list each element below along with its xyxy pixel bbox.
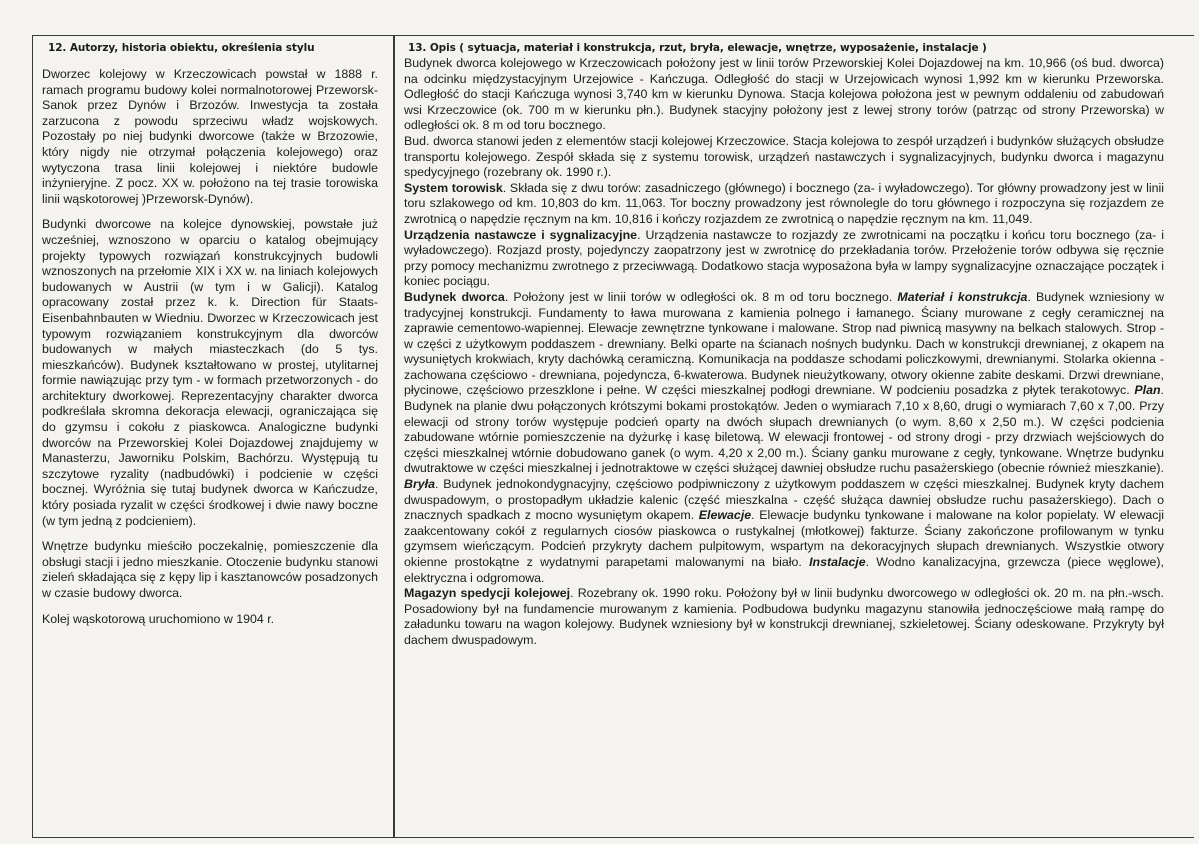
signals-lead: Urządzenia nastawcze i sygnalizacyjne	[404, 227, 638, 242]
installations-subhead: Instalacje	[809, 555, 866, 569]
building-text-c: . Budynek na planie dwu połączonych krótszymi bokami prostokątów. Jeden o wymiarach 7,10 x 8,60, drugi o wymiarach 7,60 x 7,00. Przy elewacji od strony torów występuje podcień oparty na dwóch słupach drewnianych (o wym. 8,60 x 2,50 m.). W części podcienia zabudowane wtórnie pomieszczenie na dyżurkę i kasę biletową. W elewacji frontowej - od strony drogi - przy drzwiach wejściowych do części mieszkalnej wtórnie dobudowano ganek (o wym. 4,20 x 2,00 m.). Ściany ganku murowane z cegły, tynkowane. Wnętrze budynku dwutraktowe w części mieszkalnej i jednotraktowe w części służącej dawniej obsłudze ruchu pasażerskiego (obecnie również mieszkanie).	[404, 383, 1164, 476]
plan-subhead: Plan	[1134, 383, 1161, 398]
section-12-paragraph-3: Wnętrze budynku mieściło poczekalnię, pomieszczenie dla obsługi stacji i jedno mieszkanie. Otoczenie budynku stanowi zieleń składająca się z kępy lip i kasztanowców posadzonych w czasie budowy dworca.	[42, 539, 378, 600]
section-13-warehouse-paragraph	[404, 586, 1164, 648]
section-12-heading: 12. Autorzy, historia obiektu, określenia stylu	[48, 42, 315, 54]
warehouse-lead: Magazyn spedycji kolejowej	[404, 586, 571, 601]
building-text-f: . Wodno kanalizacyjna, grzewcza (piece węglowe), elektryczna i odgromowa.	[404, 555, 1164, 585]
section-12-paragraph-1: Dworzec kolejowy w Krzeczowicach powstał w 1888 r. ramach programu budowy kolei normalnotorowej Przeworsk-Sanok przez Dynów i Brzozów. Inwestycja ta została zarzucona z powodu sprzeciwu władz wojskowych. Pozostały po niej budynki dworcowe (także w Brzozowie, który nigdy nie otrzymał połączenia kolejowego) oraz wytyczona trasa linii kolejowej i niektóre budowle inżynieryjne. Z pocz. XX w. położono na tej trasie torowiska linii wąskotorowej )Przeworsk-Dynów).	[42, 67, 378, 206]
building-text-e: . Elewacje budynku tynkowane i malowane na kolor popielaty. W elewacji zaakcentowany cokół z regularnych ciosów piaskowca o rustykalnej (młotkowej) fakturze. Ściany zakończone profilowanym w tynku gzymsem wieńczącym. Podcień przykryty dachem pulpitowym, wspartym na dekoracyjnych słupach drewnianych. Wszystkie otwory okienne prostokątne z wydatnymi parapetami malowanymi na biało.	[404, 508, 1164, 569]
section-12-paragraph-4: Kolej wąskotorową uruchomiono w 1904 r.	[42, 611, 275, 626]
warehouse-text: . Rozebrany ok. 1990 roku. Położony był w linii budynku dworcowego w odległości ok. 20 m. na płn.-wsch. Posadowiony był na fundamencie murowanym z kamienia. Podbudowa budynku magazynu stanowiła jednoczęściowe małą rampę do załadunku towaru na wagon kolejowy. Budynek wzniesiony był w konstrukcji drewnianej, szkieletowej. Ściany odeskowane. Przykryty był dachem dwuspadowym.	[404, 586, 1164, 647]
section-13-location-paragraph: Budynek dworca kolejowego w Krzeczowicach położony jest w linii torów Przeworskiej Kolei Dojazdowej na km. 10,966 (oś bud. dworca) na odcinku międzystacyjnym Urzejowice - Kańczuga. Odległość do stacji w Urzejowicach wynosi 1,992 km w kierunku Przeworska. Odległość do stacji Kańczuga wynosi 3,740 km w kierunku Dynowa. Stacja kolejowa położona jest w pewnym oddaleniu od zabudowań wsi Krzeczowice (ok. 700 m w kierunku płn.). Budynek stacyjny położony jest z lewej strony torów (patrząc od strony Przeworska) w odległości ok. 8 m od toru bocznego.	[404, 56, 1164, 133]
signals-text: . Urządzenia nastawcze to rozjazdy ze zwrotnicami na początku i końcu toru bocznego (za- i wyładowczego). Rozjazd prosty, pojedynczy zaopatrzony jest w zwrotnicę do przekładania torów. Przełożenie torów odbywa się ręcznie przy pomocy mechanizmu zwrotnego z przeciwwagą. Dodatkowo stacja wyposażona była w lampy sygnalizacyjne oznaczające początek i koniec pociągu.	[404, 227, 1164, 289]
building-text-a: . Położony jest w linii torów w odległości ok. 8 m od toru bocznego.	[504, 289, 898, 304]
building-text-d: . Budynek jednokondygnacyjny, częściowo podpiwniczony z użytkowym poddaszem w części mieszkalnej. Budynek kryty dachem dwuspadowym, o prostopadłym układzie kalenic (część mieszkalna - część służąca dawniej obsłudze ruchu pasażerskiego). Dach o znacznych spadkach z mocno wysuniętym okapem.	[404, 477, 1164, 523]
massing-subhead: Bryła	[404, 477, 435, 492]
section-13-building-paragraph	[404, 290, 1164, 586]
material-subhead: Materiał i konstrukcja	[897, 289, 1028, 304]
section-13-signals-paragraph	[404, 228, 1164, 290]
section-13-station-paragraph: Bud. dworca stanowi jeden z elementów stacji kolejowej Krzeczowice. Stacja kolejowa to zespół urządzeń i budynków służących obsłudze transportu kolejowego. Zespół składa się z systemu torowisk, urządzeń nastawczych i sygnalizacyjnych, budynku dworca i magazynu spedycyjnego (rozebrany ok. 1990 r.).	[404, 133, 1164, 180]
section-13-column	[404, 42, 1164, 649]
elevations-subhead: Elewacje	[698, 508, 752, 523]
column-divider	[393, 35, 395, 838]
section-12-paragraph-2: Budynki dworcowe na kolejce dynowskiej, powstałe już wcześniej, wznoszono w oparciu o katalog obejmujący projekty typowych rozwiązań konstrukcyjnych budowli wznoszonych na przełomie XIX i XX w. na liniach kolejowych budowanych w Austrii (w tym i w Galicji). Katalog opracowany został przez k. k. Direction für Staats-Eisenbahnbauten w Wiedniu. Dworzec w Krzeczowicach jest typowym rozwiązaniem konstrukcyjnym dla dworców budowanych w małych miasteczkach (do 5 tys. mieszkańców). Budynek kształtowano w prostej, utylitarnej formie nawiązując przy tym - w formach przetworzonych - do architektury dworkowej. Reprezentacyjny charakter dworca podkreślała skromna dekoracja elewacji, ograniczająca się do gzymsu i cokołu z piaskowca. Analogiczne budynki dworców na Przeworskiej Kolei Dojazdowej znajdujemy w Manasterzu, Jaworniku Polskim, Bachórzu. Występują tu szczytowe ryzality (nadbudówki) i podcienie w części bocznej. Wyróżnia się tutaj budynek dworca w Kańczudze, który posiada ryzalit w części środkowej i dwie nawy boczne (w tym jedną z podcieniem).	[42, 217, 378, 528]
section-13-tracks-paragraph	[404, 181, 1164, 228]
building-lead: Budynek dworca	[404, 289, 505, 304]
building-text-b: . Budynek wzniesiony w tradycyjnej konstrukcji. Fundamenty to ława murowana z kamienia polnego i łamanego. Ściany murowane z cegły ceramicznej na zaprawie cementowo-wapiennej. Elewacje zewnętrzne tynkowane i malowane. Strop nad piwnicą masywny na belkach stalowych. Strop - w części z użytkowym poddaszem - drewniany. Belki oparte na ścianach nośnych budynku. Dach w konstrukcji drewnianej, z okapem na wysuniętych krokwiach, kryty dachówką ceramiczną. Komunikacja na poddasze schodami policzkowymi, drewnianymi. Stolarka okienna - zachowana częściowo - drewniana, pojedyncza, 6-kwaterowa. Budynek nieużytkowany, otwory okienne zabite deskami. Drzwi drewniane, płycinowe, częściowo przeszklone i pełne. W części mieszkalnej podłogi drewniane. W podcieniu posadzka z płytek terakotowyc.	[404, 289, 1164, 398]
section-12-column	[42, 42, 378, 637]
tracks-text: . Składa się z dwu torów: zasadniczego (głównego) i bocznego (za- i wyładowczego). Tor główny prowadzony jest w linii toru szlakowego od km. 10,803 do km. 11,063. Tor boczny prowadzony jest równolegle do toru głównego i rozpoczyna się rozjazdem ze zwrotnicą o napędzie ręcznym na km. 10,816 i kończy rozjazdem ze zwrotnicą o napędzie ręcznym na km. 11,049.	[404, 180, 1164, 226]
section-13-heading: 13. Opis ( sytuacja, materiał i konstrukcja, rzut, bryła, elewacje, wnętrze, wyposażenie, instalacje )	[408, 42, 987, 54]
tracks-lead: System torowisk	[404, 180, 503, 195]
